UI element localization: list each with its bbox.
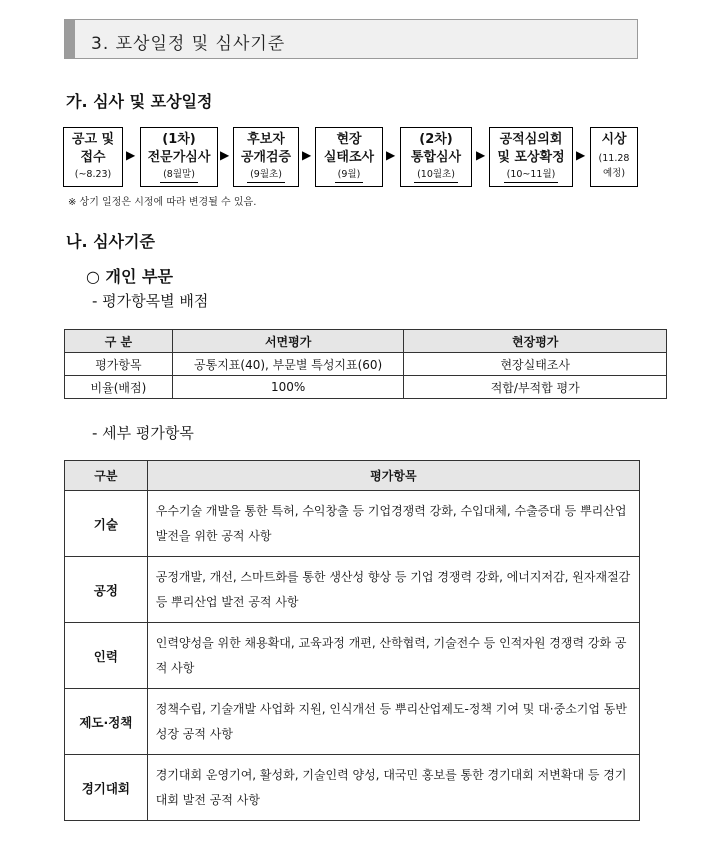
table-header-cell: 현장평가 — [404, 330, 667, 353]
category-cell: 공정 — [65, 557, 148, 623]
schedule-step — [489, 127, 573, 187]
step-line1: 후보자 — [247, 132, 285, 147]
arrow-right-icon: ▶ — [220, 148, 230, 162]
step-date: (10월초) — [414, 168, 458, 183]
table-cell: 현장실태조사 — [404, 353, 667, 376]
step-line1: (2차) — [419, 132, 453, 147]
table-cell: 비율(배점) — [65, 376, 173, 399]
step-line1: 공고 및 — [71, 132, 115, 147]
step-date: (~8.23) — [74, 169, 112, 180]
section-header-bar — [65, 20, 75, 58]
arrow-right-icon: ▶ — [302, 148, 312, 162]
step-line2: 통합심사 — [410, 150, 462, 165]
description-cell: 정책수립, 기술개발 사업화 지원, 인식개선 등 뿌리산업제도-정책 기여 및 대·중소기업 동반성장 공적 사항 — [147, 689, 639, 755]
detail-heading: - 세부 평가항목 — [92, 424, 194, 442]
table-header-cell: 서면평가 — [172, 330, 404, 353]
table-header-row — [65, 330, 667, 353]
category-cell: 기술 — [65, 491, 148, 557]
step-date: 예정) — [602, 168, 626, 179]
description-cell: 공정개발, 개선, 스마트화를 통한 생산성 향상 등 기업 경쟁력 강화, 에너지저감, 원자재절감 등 뿌리산업 발전 공적 사항 — [147, 557, 639, 623]
description-cell: 인력양성을 위한 채용확대, 교육과정 개편, 산학협력, 기술전수 등 인적자원 경쟁력 강화 공적 사항 — [147, 623, 639, 689]
step-date: (10~11월) — [504, 168, 559, 183]
table-row — [65, 353, 667, 376]
description-cell: 우수기술 개발을 통한 특허, 수익창출 등 기업경쟁력 강화, 수입대체, 수출증대 등 뿌리산업 발전을 위한 공적 사항 — [147, 491, 639, 557]
schedule-step — [400, 127, 472, 187]
schedule-step — [233, 127, 299, 187]
schedule-step — [140, 127, 218, 187]
step-line2: (11.28 — [598, 153, 630, 164]
step-date: (9월) — [335, 168, 364, 183]
table-header-cell: 구 분 — [65, 330, 173, 353]
schedule-heading: 가. 심사 및 포상일정 — [66, 92, 213, 111]
step-line1: (1차) — [162, 132, 196, 147]
individual-heading: ○ 개인 부문 — [86, 267, 173, 286]
schedule-step — [590, 127, 638, 187]
category-cell: 인력 — [65, 623, 148, 689]
table-header-cell: 구분 — [65, 461, 148, 491]
step-date: (8월말) — [160, 168, 198, 183]
step-line2: 실태조사 — [323, 150, 375, 165]
step-line2: 및 포상확정 — [497, 150, 565, 165]
step-line1: 공적심의회 — [499, 132, 563, 147]
schedule-step — [63, 127, 123, 187]
arrow-right-icon: ▶ — [126, 148, 136, 162]
table-row — [65, 755, 640, 821]
table-row — [65, 376, 667, 399]
category-cell: 제도·정책 — [65, 689, 148, 755]
table-row — [65, 491, 640, 557]
detail-table — [64, 460, 640, 821]
score-table — [64, 329, 667, 399]
table-cell: 적합/부적합 평가 — [404, 376, 667, 399]
category-cell: 경기대회 — [65, 755, 148, 821]
table-row — [65, 689, 640, 755]
arrow-right-icon: ▶ — [576, 148, 586, 162]
table-header-row — [65, 461, 640, 491]
table-row — [65, 557, 640, 623]
arrow-right-icon: ▶ — [476, 148, 486, 162]
step-line2: 전문가심사 — [147, 150, 211, 165]
table-row — [65, 623, 640, 689]
table-cell: 공통지표(40), 부문별 특성지표(60) — [172, 353, 404, 376]
step-line1: 현장 — [336, 132, 362, 147]
criteria-heading: 나. 심사기준 — [66, 232, 155, 251]
step-date: (9월초) — [247, 168, 285, 183]
schedule-note: ※ 상기 일정은 시정에 따라 변경될 수 있음. — [68, 197, 257, 208]
section-title: 3. 포상일정 및 심사기준 — [91, 34, 286, 54]
table-cell: 평가항목 — [65, 353, 173, 376]
arrow-right-icon: ▶ — [386, 148, 396, 162]
description-cell: 경기대회 운영기여, 활성화, 기술인력 양성, 대국민 홍보를 통한 경기대회 저변확대 등 경기대회 발전 공적 사항 — [147, 755, 639, 821]
step-line1: 시상 — [601, 132, 627, 147]
score-heading: - 평가항목별 배점 — [92, 292, 209, 310]
step-line2: 접수 — [80, 150, 106, 165]
table-header-cell: 평가항목 — [147, 461, 639, 491]
schedule-step — [315, 127, 383, 187]
section-header — [64, 19, 638, 59]
step-line2: 공개검증 — [240, 150, 292, 165]
table-cell: 100% — [172, 376, 404, 399]
